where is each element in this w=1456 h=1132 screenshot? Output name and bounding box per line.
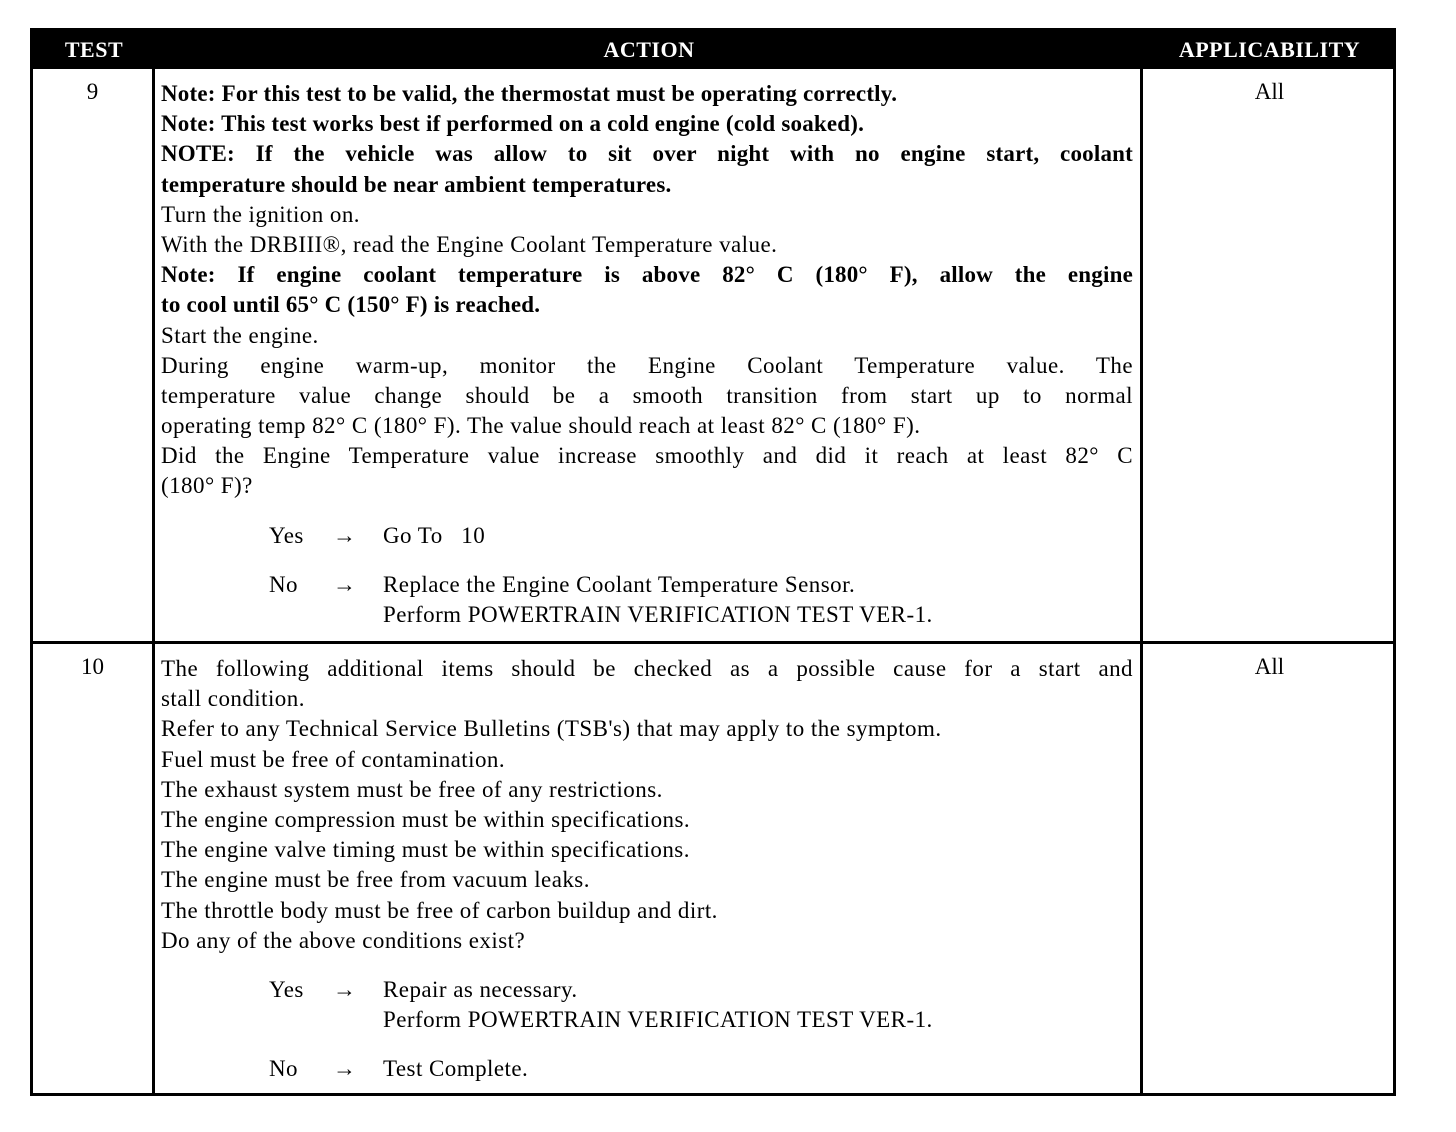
action-line: NOTE: If the vehicle was allow to sit over night with no engine start, coolant xyxy=(161,141,1133,167)
header-test: TEST xyxy=(64,37,124,62)
table-row xyxy=(33,641,1393,1093)
no-response xyxy=(161,1054,1133,1084)
action-line: During engine warm-up, monitor the Engine Coolant Temperature value. The xyxy=(161,352,1133,378)
action-line: operating temp 82° C (180° F). The value should reach at least 82° C (180° F). xyxy=(161,413,921,439)
action-line: Start the engine. xyxy=(161,322,319,348)
action-text xyxy=(161,654,1133,1084)
action-line: to cool until 65° C (150° F) is reached. xyxy=(161,292,541,318)
response-key: Yes xyxy=(269,522,304,548)
response-text: Test Complete. xyxy=(383,1056,529,1082)
no-response xyxy=(161,600,1133,630)
test-number: 9 xyxy=(86,79,99,104)
spacer xyxy=(161,956,1133,975)
action-line: The engine compression must be within specifications. xyxy=(161,806,691,832)
yes-response xyxy=(161,1005,1133,1035)
action-line: Do any of the above conditions exist? xyxy=(161,927,526,953)
spacer xyxy=(161,1035,1133,1054)
applicability: All xyxy=(1254,654,1285,679)
action-text xyxy=(161,79,1133,630)
spacer xyxy=(161,551,1133,570)
no-response xyxy=(161,570,1133,600)
action-line: temperature should be near ambient temperatures. xyxy=(161,171,672,197)
response-key: Yes xyxy=(269,976,304,1002)
yes-response xyxy=(161,521,1133,551)
response-key: No xyxy=(269,1056,299,1082)
header-applicability: APPLICABILITY xyxy=(1178,37,1361,62)
action-line: Turn the ignition on. xyxy=(161,201,361,227)
table-row xyxy=(33,69,1393,642)
response-text: Replace the Engine Coolant Temperature Sensor. xyxy=(383,571,856,597)
action-line: temperature value change should be a smooth transition from start up to normal xyxy=(161,382,1133,408)
response-text: Go To 10 xyxy=(383,522,486,548)
yes-response xyxy=(161,975,1133,1005)
response-key: No xyxy=(269,571,299,597)
diagnostic-test-table xyxy=(30,28,1396,1096)
response-text: Perform POWERTRAIN VERIFICATION TEST VER-1. xyxy=(383,602,933,627)
table-header xyxy=(33,31,1393,69)
action-line: Note: For this test to be valid, the thermostat must be operating correctly. xyxy=(161,81,898,106)
action-line: Did the Engine Temperature value increase smoothly and did it reach at least 82° C xyxy=(161,443,1133,469)
header-action: ACTION xyxy=(603,37,695,62)
action-line: The following additional items should be checked as a possible cause for a start and xyxy=(161,656,1133,681)
test-number: 10 xyxy=(81,654,104,679)
action-line: stall condition. xyxy=(161,686,305,712)
action-line: Note: This test works best if performed on a cold engine (cold soaked). xyxy=(161,111,865,137)
arrow-icon: → xyxy=(333,522,357,548)
action-line: The engine valve timing must be within specifications. xyxy=(161,837,690,863)
response-text: Perform POWERTRAIN VERIFICATION TEST VER-1. xyxy=(383,1007,933,1033)
arrow-icon: → xyxy=(333,1056,357,1082)
applicability: All xyxy=(1254,79,1285,104)
response-text: Repair as necessary. xyxy=(383,976,578,1002)
action-line: The exhaust system must be free of any restrictions. xyxy=(161,776,663,802)
action-line: The throttle body must be free of carbon buildup and dirt. xyxy=(161,897,718,923)
action-line: The engine must be free from vacuum leaks. xyxy=(161,867,590,893)
action-line: (180° F)? xyxy=(161,473,253,499)
spacer xyxy=(161,502,1133,521)
action-line: Fuel must be free of contamination. xyxy=(161,746,506,772)
action-line: Note: If engine coolant temperature is above 82° C (180° F), allow the engine xyxy=(161,262,1133,288)
arrow-icon: → xyxy=(333,571,357,597)
action-line: Refer to any Technical Service Bulletins (TSB's) that may apply to the symptom. xyxy=(161,716,942,742)
arrow-icon: → xyxy=(333,976,357,1002)
action-line: With the DRBIII®, read the Engine Coolant Temperature value. xyxy=(161,231,778,257)
